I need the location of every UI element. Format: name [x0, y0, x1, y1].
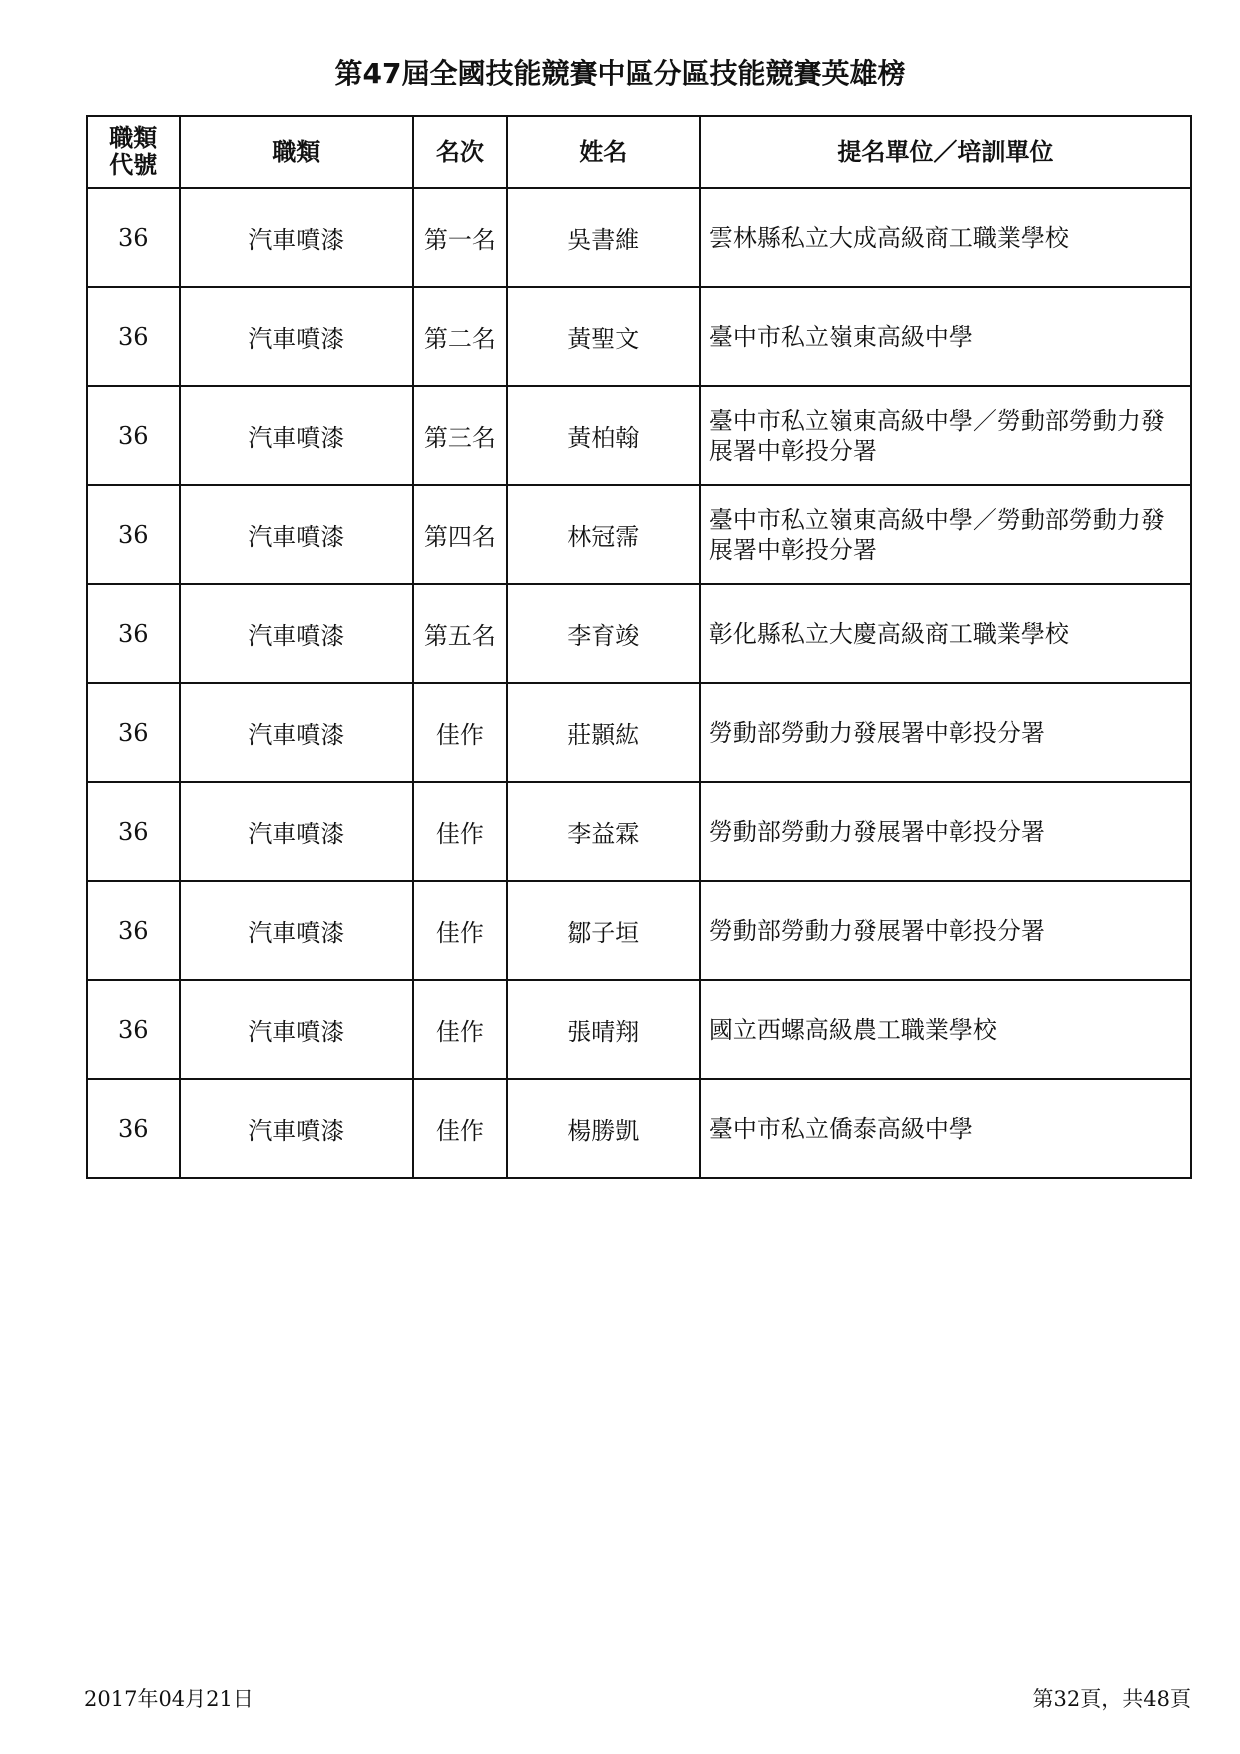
cell-trade-code: 36: [87, 584, 180, 683]
cell-unit: 雲林縣私立大成高級商工職業學校: [700, 188, 1191, 287]
table-body: [87, 188, 1191, 1178]
cell-trade-code: 36: [87, 782, 180, 881]
cell-rank: 佳作: [413, 1079, 507, 1178]
cell-unit: 國立西螺高級農工職業學校: [700, 980, 1191, 1079]
footer-page-number: 第32頁，共48頁: [1032, 1687, 1191, 1711]
table-row: [87, 782, 1191, 881]
cell-trade: 汽車噴漆: [180, 881, 413, 980]
cell-trade-code: 36: [87, 188, 180, 287]
cell-trade-code: 36: [87, 485, 180, 584]
cell-unit: 勞動部勞動力發展署中彰投分署: [700, 683, 1191, 782]
cell-unit: 臺中市私立嶺東高級中學／勞動部勞動力發展署中彰投分署: [700, 386, 1191, 485]
cell-trade: 汽車噴漆: [180, 287, 413, 386]
cell-trade: 汽車噴漆: [180, 782, 413, 881]
cell-rank: 第五名: [413, 584, 507, 683]
hero-list-table: [86, 115, 1192, 1179]
table-row: [87, 188, 1191, 287]
cell-trade-code: 36: [87, 683, 180, 782]
cell-name: 張晴翔: [507, 980, 700, 1079]
cell-unit: 臺中市私立嶺東高級中學: [700, 287, 1191, 386]
table-row: [87, 1079, 1191, 1178]
cell-unit: 勞動部勞動力發展署中彰投分署: [700, 782, 1191, 881]
cell-trade: 汽車噴漆: [180, 386, 413, 485]
cell-rank: 第一名: [413, 188, 507, 287]
cell-trade: 汽車噴漆: [180, 188, 413, 287]
cell-trade: 汽車噴漆: [180, 584, 413, 683]
table-row: [87, 980, 1191, 1079]
cell-trade: 汽車噴漆: [180, 683, 413, 782]
cell-trade: 汽車噴漆: [180, 485, 413, 584]
page-title: 第47屆全國技能競賽中區分區技能競賽英雄榜: [334, 57, 906, 90]
cell-rank: 第二名: [413, 287, 507, 386]
cell-unit: 彰化縣私立大慶高級商工職業學校: [700, 584, 1191, 683]
cell-rank: 佳作: [413, 980, 507, 1079]
table-row: [87, 683, 1191, 782]
cell-trade-code: 36: [87, 980, 180, 1079]
cell-trade-code: 36: [87, 386, 180, 485]
cell-unit: 臺中市私立僑泰高級中學: [700, 1079, 1191, 1178]
cell-unit: 臺中市私立嶺東高級中學／勞動部勞動力發展署中彰投分署: [700, 485, 1191, 584]
table-row: [87, 584, 1191, 683]
cell-rank: 佳作: [413, 782, 507, 881]
cell-name: 黃柏翰: [507, 386, 700, 485]
footer-date: 2017年04月21日: [84, 1687, 254, 1711]
cell-name: 鄒子垣: [507, 881, 700, 980]
header-name: 姓名: [507, 116, 700, 188]
cell-name: 林冠霈: [507, 485, 700, 584]
cell-trade-code: 36: [87, 881, 180, 980]
table-row: [87, 287, 1191, 386]
cell-trade-code: 36: [87, 287, 180, 386]
cell-rank: 佳作: [413, 881, 507, 980]
cell-rank: 佳作: [413, 683, 507, 782]
table-row: [87, 485, 1191, 584]
cell-trade: 汽車噴漆: [180, 980, 413, 1079]
table-row: [87, 881, 1191, 980]
header-unit: 提名單位／培訓單位: [700, 116, 1191, 188]
table-header-row: [87, 116, 1191, 188]
header-rank: 名次: [413, 116, 507, 188]
header-trade: 職類: [180, 116, 413, 188]
header-trade-code: [87, 116, 180, 188]
cell-name: 黃聖文: [507, 287, 700, 386]
cell-rank: 第三名: [413, 386, 507, 485]
cell-name: 楊勝凱: [507, 1079, 700, 1178]
cell-unit: 勞動部勞動力發展署中彰投分署: [700, 881, 1191, 980]
cell-rank: 第四名: [413, 485, 507, 584]
cell-name: 李益霖: [507, 782, 700, 881]
header-trade-code-label: 職類代號: [109, 124, 158, 179]
cell-trade: 汽車噴漆: [180, 1079, 413, 1178]
cell-name: 吳書維: [507, 188, 700, 287]
cell-name: 莊顥紘: [507, 683, 700, 782]
cell-trade-code: 36: [87, 1079, 180, 1178]
cell-name: 李育竣: [507, 584, 700, 683]
table-row: [87, 386, 1191, 485]
